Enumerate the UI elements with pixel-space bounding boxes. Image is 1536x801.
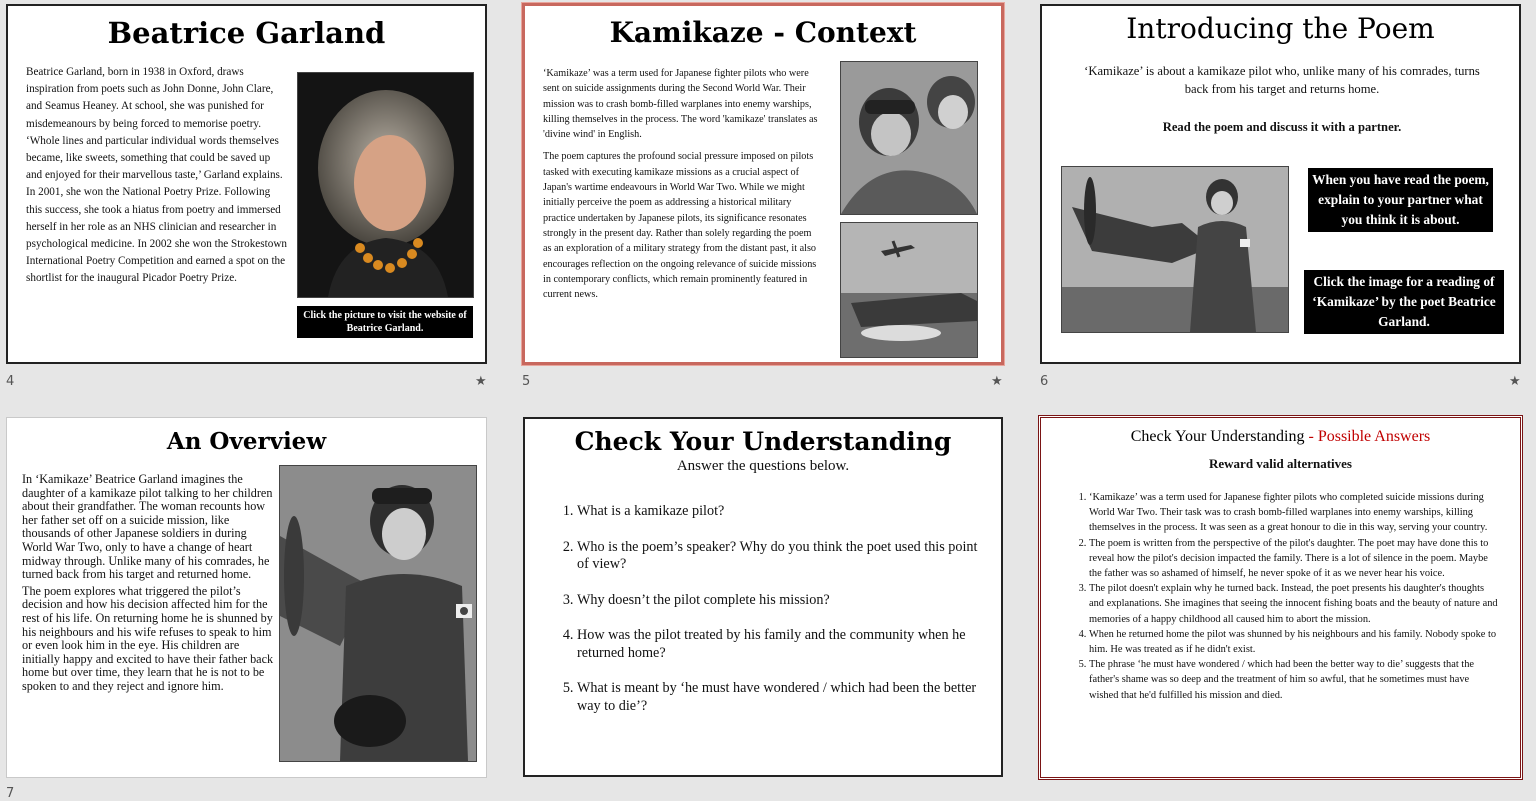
slide-title: Beatrice Garland bbox=[107, 16, 386, 50]
answer-item: 4. When he returned home the pilot was shunned by his neighbours and his family. Nobody spoke to him. He was treated as if he didn't exist. bbox=[1089, 627, 1499, 657]
pilot-with-plane-photo[interactable] bbox=[1061, 166, 1289, 333]
star-icon[interactable]: ★ bbox=[991, 374, 1003, 389]
pilots-photo bbox=[840, 61, 978, 215]
question-item: 5. What is meant by ‘he must have wondered / which had been the better way to die’? bbox=[577, 680, 979, 715]
photo-caption[interactable]: Click the picture to visit the website of Beatrice Garland. bbox=[297, 306, 473, 338]
slide-thumbnail-6[interactable] bbox=[1040, 4, 1521, 364]
beatrice-garland-photo[interactable] bbox=[297, 72, 474, 298]
answer-item: 2. The poem is written from the perspective of the pilot's daughter. The poet may have done this to reveal how the pilot's decision impacted the family. There is a lot of silence in the poem. Maybe the father was so ashamed of himself, he never spoke of it as we never hear his voice. bbox=[1089, 536, 1499, 582]
slide-number-6: 6 bbox=[1040, 374, 1049, 389]
slide-subtitle: Reward valid alternatives bbox=[1209, 456, 1352, 471]
slide-number-5: 5 bbox=[522, 374, 531, 389]
slide-thumbnail-4[interactable] bbox=[6, 4, 487, 364]
slide-body-text bbox=[22, 473, 274, 694]
slide-title: An Overview bbox=[166, 428, 327, 455]
aircraft-carrier-photo bbox=[840, 222, 978, 358]
slide-title bbox=[1041, 428, 1520, 446]
slide-thumbnail-5[interactable] bbox=[522, 3, 1004, 365]
slide-subtitle: Answer the questions below. bbox=[676, 458, 850, 474]
slide-thumbnail-answers[interactable] bbox=[1038, 415, 1523, 780]
context-paragraph-2: The poem captures the profound social pressure imposed on pilots tasked with executing kamikaze missions as a crucial aspect of Japan's wartime endeavours in World War Two. While we might initially perceive the poem as addressing a historical military practice undertaken by Japanese pilots, its significance resonates strongly in the present day. Rather than solely regarding the poem as an exploration of a military strategy from the distant past, it also encourages reflection on the ongoing relevance of suicide missions in contemporary conflicts, which remain prominently featured in current news. bbox=[543, 151, 817, 301]
slide-thumbnail-overview[interactable] bbox=[6, 417, 487, 778]
slide-title-red: Possible Answers bbox=[1317, 428, 1431, 445]
question-item: 1. What is a kamikaze pilot? bbox=[577, 503, 979, 521]
slide-title: Check Your Understanding bbox=[574, 427, 952, 456]
overview-paragraph-1: In ‘Kamikaze’ Beatrice Garland imagines the daughter of a kamikaze pilot talking to her children about their grandfather. The woman recounts how her father set off on a suicide mission, like thousands of other Japanese soldiers in during World War Two, only to have a change of heart midway through. Unlike many of his comrades, he turned back from his target and returned home. bbox=[22, 472, 273, 582]
answers-list bbox=[1071, 490, 1499, 703]
intro-text: ‘Kamikaze’ is about a kamikaze pilot who, unlike many of his comrades, turns back from his target and returns home. bbox=[1084, 64, 1480, 96]
discussion-prompt-box: When you have read the poem, explain to your partner what you think it is about. bbox=[1308, 168, 1493, 232]
bio-paragraph-2: In 2001, she won the National Poetry Prize. Following this success, she took a hiatus from poetry and immersed herself in her role as an NHS clinician and researcher in psychological medicine. In 2002 she won the Strokestown International Poetry Competition and earned a spot on the shortlist for the inaugural Picador Poetry Prize. bbox=[26, 186, 287, 285]
answer-item: 1. ‘Kamikaze’ was a term used for Japanese fighter pilots who completed suicide missions during World War Two. Their task was to crash bomb-filled warplanes into enemy warships, killing themselves in the process. It was seen as a great honour to die in this way, serving your country. bbox=[1089, 490, 1499, 536]
context-paragraph-1: ‘Kamikaze’ was a term used for Japanese fighter pilots who were sent on suicide assignments during the Second World War. Their mission was to crash bomb-filled warplanes into enemy warships, killing themselves in the process. The word 'kamikaze' translates as 'divine wind' in English. bbox=[543, 68, 818, 141]
slide-title: Introducing the Poem bbox=[1126, 12, 1435, 45]
star-icon[interactable]: ★ bbox=[475, 374, 487, 389]
question-item: 4. How was the pilot treated by his family and the community when he returned home? bbox=[577, 627, 979, 662]
overview-paragraph-2: The poem explores what triggered the pilot’s decision and how his decision affected him for the rest of his life. On returning home he is shunned by his neighbours and his wife refuses to speak to him or even look him in the eye. His children are initially happy and excited to have their father back home but over time, they learn that he is not to be spoken to and they reject and ignore him. bbox=[22, 583, 274, 693]
answer-item: 5. The phrase ‘he must have wondered / which had been the better way to die’ suggests that the father's shame was so deep and the treatment of him so awful, that he sometimes must have wished that he'd fulfilled his mission and died. bbox=[1089, 657, 1499, 703]
slide-title-main: Check Your Understanding bbox=[1130, 428, 1305, 445]
bio-paragraph-1: Beatrice Garland, born in 1938 in Oxford, draws inspiration from poets such as John Donne, John Clare, and Seamus Heaney. At school, she was punished for misdemeanours by being forced to memorise poetry. ‘Whole lines and particular individual words themselves became, like sweets, something that could be saved up and enjoyed for their marvellous taste,’ Garland explains. bbox=[26, 66, 283, 182]
audio-reading-box[interactable]: Click the image for a reading of ‘Kamikaze’ by the poet Beatrice Garland. bbox=[1304, 270, 1504, 334]
slide-number-4: 4 bbox=[6, 374, 15, 389]
question-item: 3. Why doesn’t the pilot complete his mission? bbox=[577, 592, 979, 610]
instruction-text: Read the poem and discuss it with a partner. bbox=[1162, 120, 1402, 134]
slide-body-text bbox=[543, 66, 821, 302]
star-icon[interactable]: ★ bbox=[1509, 374, 1521, 389]
slide-number-7: 7 bbox=[6, 786, 15, 801]
question-item: 2. Who is the poem’s speaker? Why do you think the poet used this point of view? bbox=[577, 539, 979, 574]
questions-list bbox=[559, 503, 979, 715]
slide-thumbnail-questions[interactable] bbox=[523, 417, 1003, 777]
pilot-portrait-photo bbox=[279, 465, 477, 762]
title-separator: - bbox=[1304, 428, 1318, 445]
slide-body-text bbox=[26, 64, 288, 288]
slide-title: Kamikaze - Context bbox=[609, 16, 917, 49]
answer-item: 3. The pilot doesn't explain why he turned back. Instead, the poet presents his daughter's thoughts and explanations. She imagines that seeing the innocent fishing boats and the beauty of nature and memories of a happy childhood all caused him to abort the mission. bbox=[1089, 581, 1499, 627]
